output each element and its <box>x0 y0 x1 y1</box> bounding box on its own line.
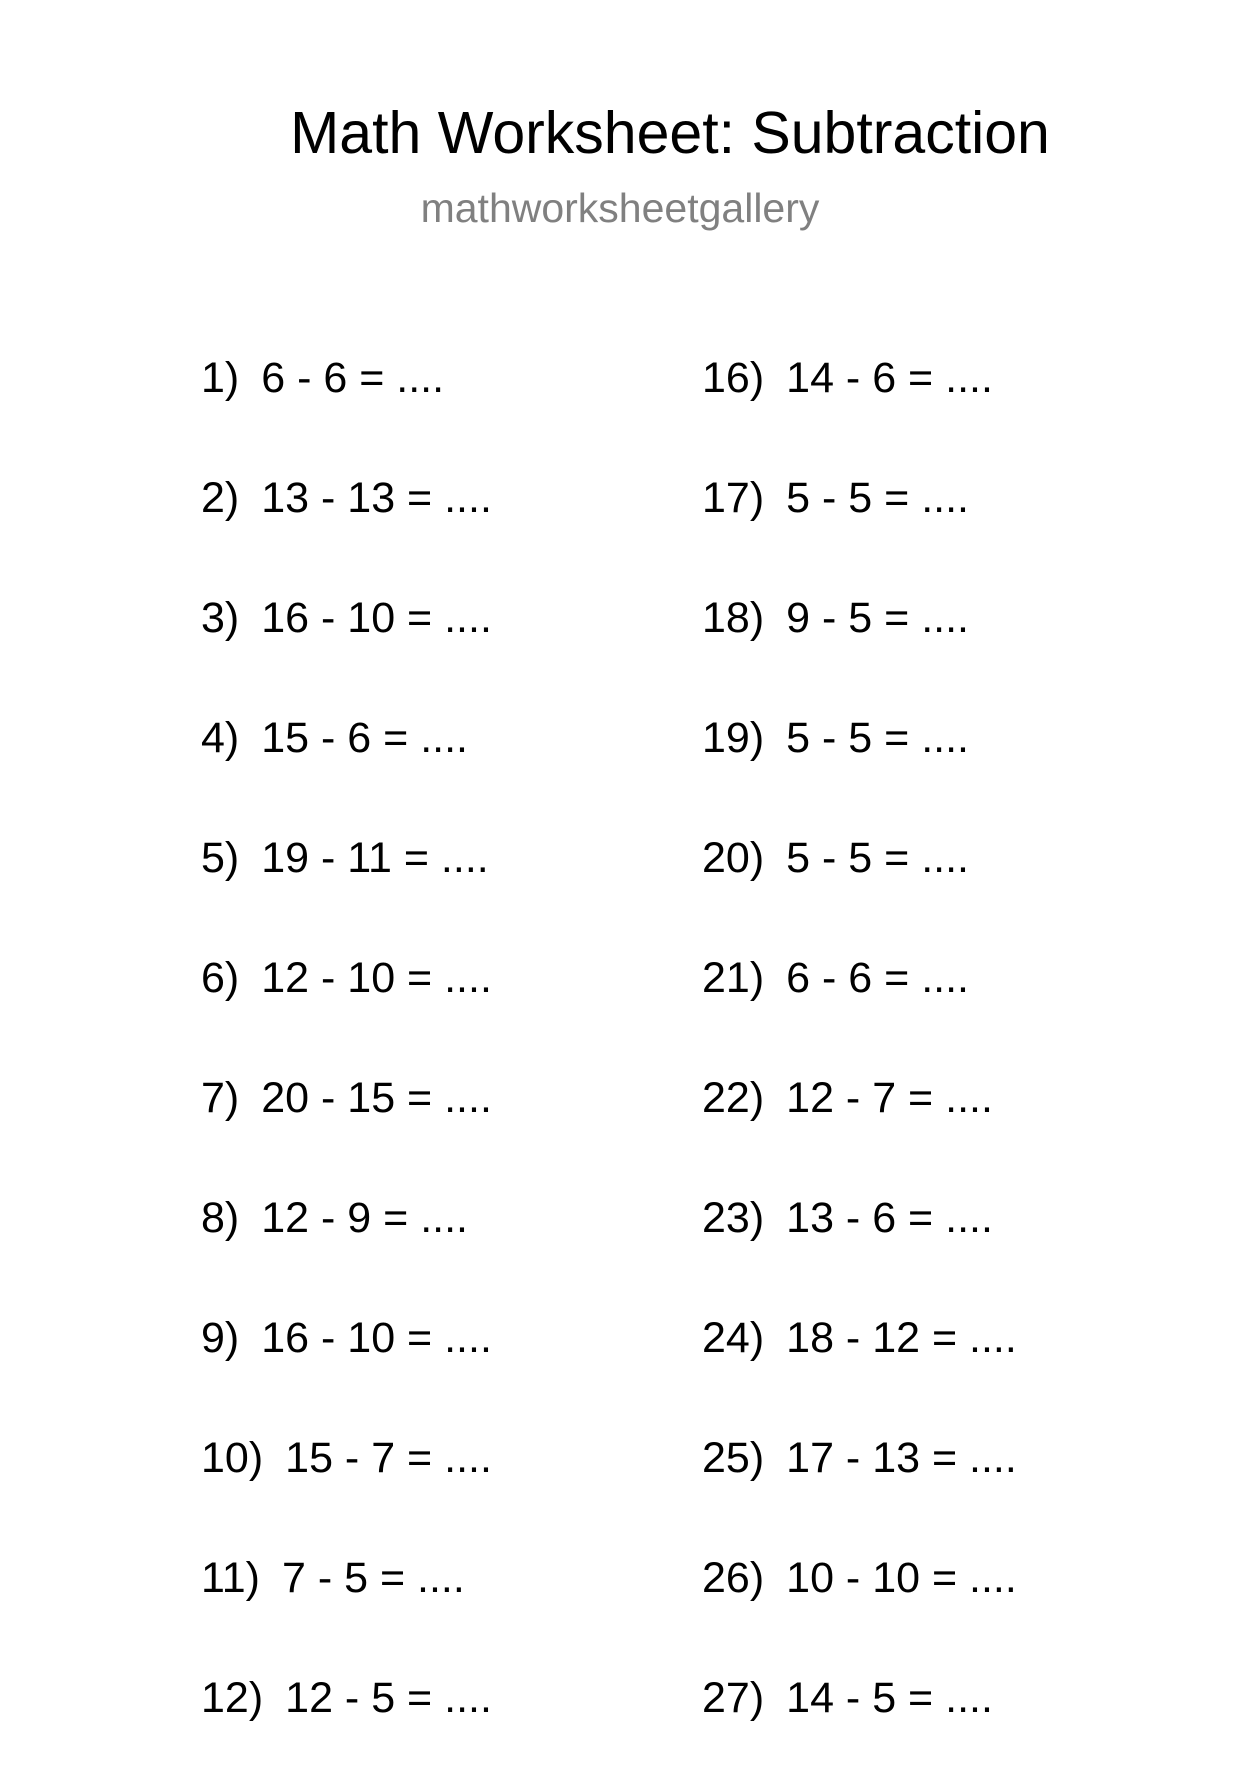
problem-number: 16) <box>702 354 765 402</box>
problem-row <box>201 468 492 588</box>
problem-row <box>702 1668 1017 1788</box>
problem-number: 11) <box>201 1554 260 1602</box>
problem-number: 5) <box>201 834 240 882</box>
problem-expression: 15 - 6 = .... <box>261 714 468 762</box>
problem-expression: 12 - 5 = .... <box>285 1674 492 1722</box>
page-subtitle: mathworksheetgallery <box>420 185 820 231</box>
problem-number: 1) <box>201 354 240 402</box>
problem-row <box>702 1548 1017 1668</box>
problem-expression: 7 - 5 = .... <box>281 1554 465 1602</box>
problem-number: 4) <box>201 714 240 762</box>
problem-expression: 10 - 10 = .... <box>786 1554 1017 1602</box>
problem-expression: 5 - 5 = .... <box>786 714 969 762</box>
problem-number: 2) <box>201 474 240 522</box>
problem-row <box>201 828 492 948</box>
problem-expression: 20 - 15 = .... <box>261 1074 492 1122</box>
problem-number: 22) <box>702 1074 765 1122</box>
problem-expression: 16 - 10 = .... <box>261 594 492 642</box>
problem-number: 24) <box>702 1314 765 1362</box>
problem-row <box>201 948 492 1068</box>
problem-row <box>702 1428 1017 1548</box>
problem-row <box>201 1428 492 1548</box>
problem-row <box>702 1068 1017 1188</box>
problem-column-left <box>201 348 492 1788</box>
problem-expression: 9 - 5 = .... <box>786 594 969 642</box>
problem-row <box>702 948 1017 1068</box>
problem-expression: 12 - 9 = .... <box>261 1194 468 1242</box>
problem-row <box>702 588 1017 708</box>
problem-expression: 17 - 13 = .... <box>786 1434 1017 1482</box>
problem-expression: 15 - 7 = .... <box>285 1434 492 1482</box>
problem-expression: 14 - 6 = .... <box>786 354 993 402</box>
problem-row <box>702 1308 1017 1428</box>
problem-number: 18) <box>702 594 765 642</box>
page-title: Math Worksheet: Subtraction <box>290 100 1050 166</box>
problem-number: 6) <box>201 954 240 1002</box>
problem-expression: 18 - 12 = .... <box>786 1314 1017 1362</box>
problem-number: 21) <box>702 954 765 1002</box>
problem-expression: 14 - 5 = .... <box>786 1674 993 1722</box>
problem-row <box>201 1548 492 1668</box>
problem-row <box>201 1188 492 1308</box>
problem-expression: 19 - 11 = .... <box>261 834 489 882</box>
problem-number: 7) <box>201 1074 240 1122</box>
problem-row <box>702 708 1017 828</box>
problem-number: 12) <box>201 1674 264 1722</box>
problem-number: 23) <box>702 1194 765 1242</box>
problem-number: 3) <box>201 594 240 642</box>
problem-expression: 12 - 7 = .... <box>786 1074 993 1122</box>
problem-expression: 16 - 10 = .... <box>261 1314 492 1362</box>
problem-expression: 5 - 5 = .... <box>786 474 969 522</box>
problem-number: 20) <box>702 834 765 882</box>
problem-expression: 12 - 10 = .... <box>261 954 492 1002</box>
problem-expression: 6 - 6 = .... <box>261 354 445 402</box>
problem-number: 19) <box>702 714 765 762</box>
problem-row <box>201 708 492 828</box>
problem-number: 8) <box>201 1194 240 1242</box>
problem-row <box>201 1668 492 1788</box>
problem-row <box>201 348 492 468</box>
problem-number: 9) <box>201 1314 240 1362</box>
problem-expression: 13 - 13 = .... <box>261 474 492 522</box>
problem-row <box>702 828 1017 948</box>
problem-number: 10) <box>201 1434 264 1482</box>
problem-row <box>702 468 1017 588</box>
problem-number: 17) <box>702 474 765 522</box>
problem-number: 27) <box>702 1674 765 1722</box>
problem-number: 26) <box>702 1554 765 1602</box>
problem-expression: 5 - 5 = .... <box>786 834 969 882</box>
problem-row <box>201 1308 492 1428</box>
problem-row <box>702 348 1017 468</box>
problem-expression: 6 - 6 = .... <box>786 954 969 1002</box>
problem-row <box>702 1188 1017 1308</box>
problem-column-right <box>702 348 1017 1788</box>
problem-row <box>201 588 492 708</box>
problem-expression: 13 - 6 = .... <box>786 1194 993 1242</box>
problem-row <box>201 1068 492 1188</box>
problem-number: 25) <box>702 1434 765 1482</box>
